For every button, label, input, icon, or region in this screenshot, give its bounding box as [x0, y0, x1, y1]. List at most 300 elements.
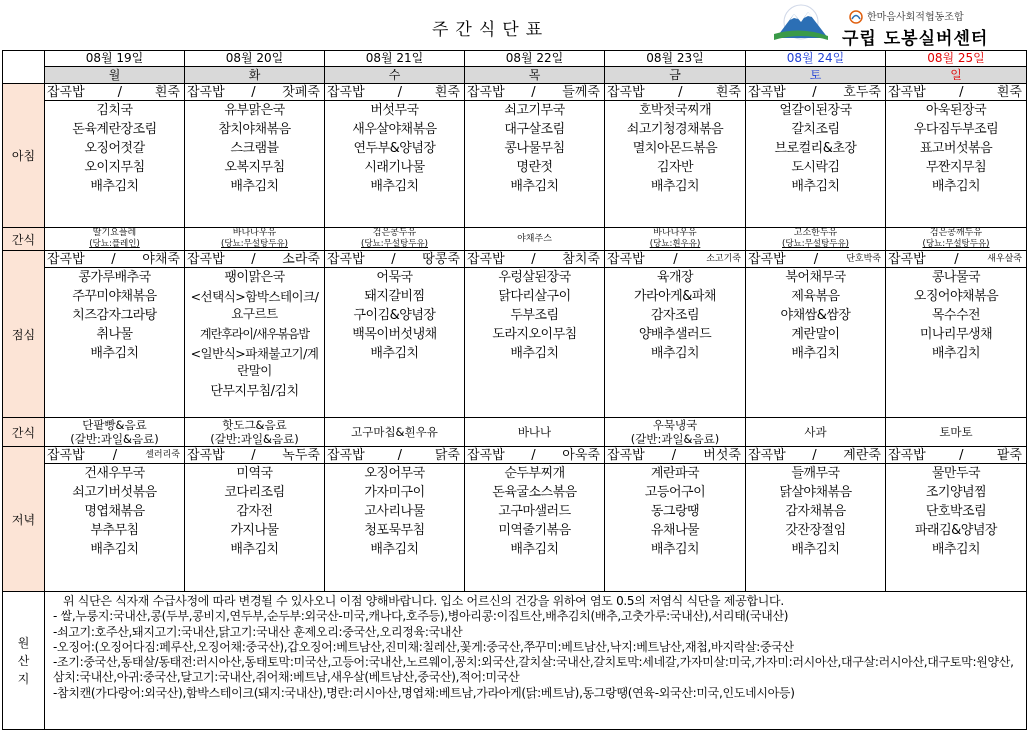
- grain-porridge-row: [605, 84, 745, 101]
- porridge-label: 단호박죽: [846, 254, 881, 264]
- dish-item: 오징어무국: [364, 466, 425, 481]
- dish-list: [45, 268, 184, 363]
- dish-item: 멸치아몬드볶음: [632, 141, 718, 156]
- snack-box: [325, 418, 464, 446]
- snack1-cell: [45, 228, 185, 251]
- dish-item: 배추김치: [510, 179, 559, 194]
- dish-item: 쇠고기무국: [504, 103, 565, 118]
- dish-item: 우다짐두부조림: [913, 122, 999, 137]
- grain-porridge-row: [185, 251, 324, 268]
- porridge-label: 흰죽: [996, 85, 1022, 100]
- dish-item: 배추김치: [370, 346, 419, 361]
- dish-list: [185, 268, 324, 401]
- grain-label: 잡곡밥: [47, 85, 85, 100]
- dish-list: [886, 268, 1026, 363]
- snack1-cell: [325, 228, 465, 251]
- date-cell: 08월 25일: [886, 51, 1027, 67]
- grain-porridge-row: [465, 84, 604, 101]
- porridge-label: 소라죽: [282, 252, 320, 267]
- origin-label-char: 원: [17, 635, 30, 650]
- grain-label: 잡곡밥: [607, 252, 645, 267]
- grain-porridge-row: [325, 251, 464, 268]
- snack-sub: (갈반:과일&음료): [630, 432, 720, 446]
- dish-list: [746, 464, 885, 559]
- snack2-cell: [325, 418, 465, 447]
- slash: /: [112, 448, 118, 463]
- snack-box: [45, 418, 184, 446]
- dish-item: 갈치조림: [791, 122, 840, 137]
- breakfast-cell: [45, 84, 185, 228]
- dish-item: 가지나물: [230, 523, 279, 538]
- dish-item: 콩나물국: [931, 270, 981, 285]
- slash: /: [959, 85, 964, 100]
- dish-list: [185, 464, 324, 559]
- dish-item: 백목이버섯냉채: [352, 327, 437, 342]
- lunch-cell: [45, 251, 185, 418]
- dish-item: 유채나물: [650, 523, 700, 538]
- snack-main: 단팥빵&음료: [82, 418, 147, 432]
- grain-porridge-row: [465, 447, 604, 464]
- dish-item: 배추김치: [230, 542, 279, 557]
- porridge-label: 흰죽: [715, 85, 741, 100]
- dish-item: 닭살야채볶음: [779, 485, 852, 500]
- dinner-cell: [605, 447, 746, 592]
- snack-box: [185, 418, 324, 446]
- snack-box: [465, 228, 604, 250]
- dish-item: 배추김치: [230, 179, 279, 194]
- grain-label: 잡곡밥: [187, 252, 225, 267]
- snack-main: 바나나: [517, 425, 552, 439]
- grain-porridge-row: [605, 447, 745, 464]
- snack-box: [45, 228, 184, 250]
- page-title: 주간식단표: [432, 20, 550, 40]
- origin-info: [45, 592, 1027, 730]
- dish-item: 양배추샐러드: [638, 327, 712, 342]
- lunch-cell: [185, 251, 325, 418]
- dish-item: 배추김치: [791, 346, 840, 361]
- dish-item: 아욱된장국: [925, 103, 987, 118]
- grain-porridge-row: [325, 84, 464, 101]
- weekday-cell: 금: [605, 67, 746, 84]
- snack1-cell: [465, 228, 605, 251]
- slash: /: [959, 448, 964, 463]
- grain-label: 잡곡밥: [47, 448, 85, 463]
- dish-item: 가라아게&파채: [634, 289, 716, 304]
- grain-label: 잡곡밥: [607, 85, 645, 100]
- snack2-cell: [185, 418, 325, 447]
- lunch-cell: [886, 251, 1027, 418]
- snack2-cell: [45, 418, 185, 447]
- dish-item: 배추김치: [510, 542, 559, 557]
- porridge-label: 잣페죽: [282, 85, 320, 100]
- grain-porridge-row: [605, 251, 745, 268]
- org-seal-icon: [848, 10, 864, 24]
- dish-item: 두부조림: [510, 308, 559, 323]
- dish-item: 참치야채볶음: [218, 122, 291, 137]
- grain-porridge-row: [746, 251, 885, 268]
- dish-list: [185, 101, 324, 196]
- snack-sub: (갈반:과일&음료): [210, 432, 299, 446]
- dish-item: 배추김치: [931, 179, 981, 194]
- dish-item: 김자반: [656, 160, 694, 175]
- snack-sub: (당뇨:무설탕두유): [922, 239, 990, 249]
- porridge-label: 닭죽: [434, 448, 460, 463]
- meal-label-snack2: 간식: [3, 418, 45, 447]
- dish-item: 고구마샐러드: [498, 504, 571, 519]
- dinner-cell: [185, 447, 325, 592]
- grain-label: 잡곡밥: [467, 85, 505, 100]
- dish-item: 북어채무국: [785, 270, 846, 285]
- dish-item: 배추김치: [931, 346, 981, 361]
- grain-label: 잡곡밥: [748, 252, 786, 267]
- dish-item: 도라지오이무침: [492, 327, 577, 342]
- origin-line: -조기:중국산,동태살/동태전:러시아산,동태토막:미국산,고등어:국내산,노르웨이,꽁치:외국산,갈치살:국내산,갈치토막:세네갈,가자미살:미국,가자미:러시아산,대구살:러시아산,대구토막:원양산,삼치:국내산,아귀:중국산,달고기:국내산,쥐어채:베트남,새우살(베트남산,중국산),적어:미국산: [53, 655, 1014, 685]
- meal-label-lunch: 점심: [3, 251, 45, 418]
- dish-item: 배추김치: [90, 346, 139, 361]
- snack-box: [886, 418, 1026, 446]
- dish-item: 미역국: [236, 466, 273, 481]
- dish-item: 치즈감자그라탕: [72, 308, 157, 323]
- dish-item: 쇠고기청경채볶음: [626, 122, 724, 137]
- dish-item: 명엽채볶음: [84, 504, 145, 519]
- dish-item: 콩나물무침: [504, 141, 565, 156]
- snack-sub: (당뇨:무설탕두유): [361, 239, 428, 249]
- dish-list: [605, 101, 745, 196]
- snack-sub: (당뇨:무설탕두유): [221, 239, 288, 249]
- grain-label: 잡곡밥: [327, 448, 365, 463]
- breakfast-cell: [886, 84, 1027, 228]
- origin-line: - 쌀,누룽지:국내산,콩(두부,콩비지,연두부,순두부:외국산-미국,캐나다,호주등),병아리콩:이집트산,배추김치(배추,고춧가루:국내산),서리태(국내산): [53, 609, 789, 624]
- dish-item: 김치국: [96, 103, 133, 118]
- dish-item: 오복지무침: [224, 160, 285, 175]
- dish-list: [886, 464, 1026, 559]
- org-subtitle-text: 한마음사회적협동조합: [867, 12, 964, 23]
- dish-item: 배추김치: [370, 179, 419, 194]
- slash: /: [251, 448, 256, 463]
- breakfast-cell: [325, 84, 465, 228]
- dish-list: [746, 268, 885, 363]
- slash: /: [813, 252, 819, 267]
- dish-item: 계란후라이/새우볶음밥: [200, 327, 309, 341]
- dinner-cell: [465, 447, 605, 592]
- porridge-label: 아욱죽: [562, 448, 600, 463]
- snack-main: 검은콩두유: [372, 228, 417, 238]
- date-cell: 08월 23일: [605, 51, 746, 67]
- dish-item: 새우살야채볶음: [352, 122, 437, 137]
- porridge-label: 흰죽: [154, 85, 180, 100]
- porridge-label: 버섯죽: [703, 448, 741, 463]
- slash: /: [812, 448, 817, 463]
- dish-item: 우렁살된장국: [498, 270, 571, 285]
- snack-main: 우묵냉국: [652, 418, 698, 432]
- breakfast-cell: [605, 84, 746, 228]
- org-name: 구립 도봉실버센터: [842, 29, 989, 49]
- grain-porridge-row: [185, 447, 324, 464]
- breakfast-cell: [465, 84, 605, 228]
- corner-cell: [3, 51, 45, 84]
- grain-label: 잡곡밥: [467, 448, 505, 463]
- dish-item: 배추김치: [90, 542, 139, 557]
- snack-main: 고구마칩&흰우유: [351, 425, 438, 439]
- snack1-cell: [746, 228, 886, 251]
- snack-sub: (당뇨:흰우유): [649, 239, 701, 249]
- dish-item: 동그랑땡: [650, 504, 700, 519]
- dish-item: 유부맑은국: [224, 103, 285, 118]
- porridge-label: 녹두죽: [282, 448, 320, 463]
- dish-item: 갓잔장절임: [785, 523, 846, 538]
- dish-item: 오징어야채볶음: [913, 289, 999, 304]
- dish-item: 순두부찌개: [504, 466, 565, 481]
- meal-label-breakfast: 아침: [3, 84, 45, 228]
- origin-line: -쇠고기:호주산,돼지고기:국내산,닭고기:국내산 훈제오리:중국산,오리정육:국내산: [53, 624, 463, 639]
- origin-line: -오징어:(오징어다짐:페루산,오징어채:중국산),갑오징어:베트남산,진미채:칠레산,꽃게:중국산,쭈꾸미:베트남산,낙지:베트남산,재첩,바지락살:중국산: [53, 639, 794, 654]
- grain-porridge-row: [746, 84, 885, 101]
- date-cell: 08월 20일: [185, 51, 325, 67]
- dish-item: 배추김치: [370, 542, 419, 557]
- snack2-cell: [746, 418, 886, 447]
- dish-list: [325, 101, 464, 196]
- dish-item: 주꾸미야채볶음: [72, 289, 157, 304]
- porridge-label: 호두죽: [843, 85, 881, 100]
- grain-porridge-row: [886, 84, 1026, 101]
- dish-item: 건새우무국: [84, 466, 145, 481]
- grain-label: 잡곡밥: [607, 448, 645, 463]
- porridge-label: 셀러리죽: [145, 450, 180, 460]
- dish-item: <선택식>함박스테이크/요구르트: [190, 289, 319, 321]
- dish-list: [746, 101, 885, 196]
- dish-item: 물만두국: [931, 466, 981, 481]
- origin-label-char: 지: [17, 671, 30, 686]
- org-subtitle: [848, 8, 964, 24]
- snack-main: 야채주스: [517, 233, 552, 244]
- slash: /: [954, 252, 959, 267]
- porridge-label: 계란죽: [843, 448, 881, 463]
- dish-list: [886, 101, 1026, 196]
- dish-list: [45, 464, 184, 559]
- date-cell: 08월 19일: [45, 51, 185, 67]
- snack2-cell: [605, 418, 746, 447]
- dish-item: 코다리조림: [224, 485, 285, 500]
- snack-box: [746, 228, 885, 250]
- dish-item: 명란젓: [516, 160, 553, 175]
- dish-list: [465, 101, 604, 196]
- slash: /: [812, 85, 817, 100]
- dish-item: 배추김치: [650, 346, 700, 361]
- dish-item: 육개장: [656, 270, 694, 285]
- dish-item: 표고버섯볶음: [919, 141, 993, 156]
- dish-item: 단무지무침/김치: [210, 384, 299, 399]
- dinner-cell: [746, 447, 886, 592]
- dish-item: 오징어젓갈: [84, 141, 145, 156]
- slash: /: [251, 252, 256, 267]
- snack-box: [886, 228, 1026, 250]
- dinner-cell: [45, 447, 185, 592]
- grain-label: 잡곡밥: [47, 252, 85, 267]
- porridge-label: 새우살죽: [987, 254, 1022, 264]
- porridge-label: 땅콩죽: [422, 252, 460, 267]
- snack1-cell: [605, 228, 746, 251]
- porridge-label: 들께죽: [562, 85, 600, 100]
- date-cell: 08월 22일: [465, 51, 605, 67]
- dish-item: 취나물: [96, 327, 133, 342]
- dish-item: 콩가루배추국: [78, 270, 151, 285]
- dish-item: 오이지무침: [84, 160, 145, 175]
- grain-porridge-row: [45, 447, 184, 464]
- grain-label: 잡곡밥: [888, 85, 926, 100]
- dish-item: 조기양념찜: [925, 485, 987, 500]
- lunch-cell: [465, 251, 605, 418]
- grain-porridge-row: [45, 84, 184, 101]
- grain-porridge-row: [886, 251, 1026, 268]
- dish-item: 돈육굴소스볶음: [492, 485, 577, 500]
- dish-item: 부추무침: [90, 523, 139, 538]
- weekly-menu-table: [2, 50, 1027, 730]
- porridge-label: 야채죽: [142, 252, 180, 267]
- dish-item: 고등어구이: [644, 485, 706, 500]
- grain-label: 잡곡밥: [888, 448, 926, 463]
- dish-item: 무짠지무침: [925, 160, 987, 175]
- dinner-cell: [325, 447, 465, 592]
- grain-label: 잡곡밥: [467, 252, 505, 267]
- dish-item: 계란말이: [791, 327, 840, 342]
- snack1-cell: [185, 228, 325, 251]
- dish-item: 야채쌈&쌈장: [780, 308, 851, 323]
- dish-item: 배추김치: [791, 179, 840, 194]
- dish-item: 들깨무국: [791, 466, 840, 481]
- grain-porridge-row: [465, 251, 604, 268]
- snack-main: 바나나우유: [653, 228, 697, 238]
- snack1-cell: [886, 228, 1027, 251]
- date-cell: 08월 24일: [746, 51, 886, 67]
- dish-item: 쇠고기버섯볶음: [72, 485, 157, 500]
- dish-list: [465, 268, 604, 363]
- snack-box: [325, 228, 464, 250]
- porridge-label: 흰죽: [434, 85, 460, 100]
- dish-item: 배추김치: [791, 542, 840, 557]
- dish-list: [605, 464, 745, 559]
- dish-item: 돈육계란장조림: [72, 122, 157, 137]
- dish-list: [45, 101, 184, 196]
- snack-main: 검은콩깨두유: [929, 228, 983, 238]
- dish-list: [325, 464, 464, 559]
- grain-label: 잡곡밥: [748, 448, 786, 463]
- dish-item: 대구살조림: [504, 122, 565, 137]
- dish-list: [605, 268, 745, 363]
- dish-item: 버섯무국: [370, 103, 419, 118]
- dish-item: 얼갈이된장국: [779, 103, 852, 118]
- mountain-logo-icon: [772, 4, 830, 46]
- porridge-label: 소고기죽: [706, 254, 741, 264]
- dish-list: [465, 464, 604, 559]
- origin-line: -참치캔(가다랑어:외국산),함박스테이크(돼지:국내산),명란:러시아산,명엽채:베트남,가라아게(닭:베트남),동그랑땡(연육-외국산:미국,인도네시아등): [53, 685, 795, 700]
- dish-item: 시래기나물: [364, 160, 425, 175]
- grain-label: 잡곡밥: [327, 252, 365, 267]
- origin-label-char: 산: [17, 653, 30, 668]
- snack2-cell: [465, 418, 605, 447]
- snack-box: [746, 418, 885, 446]
- slash: /: [397, 85, 402, 100]
- meal-label-dinner: 저녁: [3, 447, 45, 592]
- grain-porridge-row: [185, 84, 324, 101]
- dish-list: [325, 268, 464, 363]
- slash: /: [671, 448, 677, 463]
- weekday-cell: 화: [185, 67, 325, 84]
- slash: /: [391, 252, 396, 267]
- slash: /: [673, 252, 678, 267]
- dish-item: 가자미구이: [364, 485, 425, 500]
- date-cell: 08월 21일: [325, 51, 465, 67]
- dish-item: 제육볶음: [791, 289, 840, 304]
- snack-main: 핫도그&음료: [222, 418, 287, 432]
- snack-box: [605, 418, 745, 446]
- grain-porridge-row: [886, 447, 1026, 464]
- dish-item: 고사리나물: [364, 504, 425, 519]
- grain-label: 잡곡밥: [187, 448, 225, 463]
- lunch-cell: [325, 251, 465, 418]
- grain-porridge-row: [325, 447, 464, 464]
- origin-label: [3, 592, 45, 730]
- grain-porridge-row: [746, 447, 885, 464]
- snack-sub: (당뇨:플레인): [89, 239, 140, 249]
- dish-item: 단호박조림: [925, 504, 987, 519]
- dish-item: 감자조림: [650, 308, 700, 323]
- grain-porridge-row: [45, 251, 184, 268]
- dish-item: 배추김치: [90, 179, 139, 194]
- snack-main: 딸기요플레: [92, 228, 137, 238]
- dish-item: 청포묵무침: [364, 523, 425, 538]
- dinner-cell: [886, 447, 1027, 592]
- snack-sub: (당뇨:무설탕두유): [782, 239, 849, 249]
- snack-main: 토마토: [939, 425, 973, 439]
- dish-item: 목수수전: [931, 308, 981, 323]
- dish-item: 연두부&양념장: [353, 141, 436, 156]
- dish-item: 배추김치: [510, 346, 559, 361]
- meal-label-snack1: 간식: [3, 228, 45, 251]
- dish-item: 감자전: [236, 504, 273, 519]
- dish-item: 감자채볶음: [785, 504, 846, 519]
- page-header: [0, 0, 1029, 50]
- dish-item: 도시락김: [791, 160, 840, 175]
- dish-item: 스크램블: [230, 141, 279, 156]
- grain-label: 잡곡밥: [187, 85, 225, 100]
- dish-item: 파래김&양념장: [915, 523, 997, 538]
- slash: /: [251, 85, 256, 100]
- slash: /: [531, 85, 536, 100]
- snack2-cell: [886, 418, 1027, 447]
- dish-item: <일반식>파채불고기/계란말이: [190, 346, 319, 378]
- snack-sub: (갈반:과일&음료): [70, 432, 159, 446]
- porridge-label: 참치죽: [562, 252, 600, 267]
- dish-item: 브로컬리&초장: [774, 141, 857, 156]
- menu-notice: 위 식단은 식자재 수급사정에 따라 변경될 수 있사오니 이점 양해바랍니다. 입소 어르신의 건강을 위하여 염도 0.5의 저염식 식단을 제공합니다.: [63, 594, 784, 608]
- slash: /: [117, 85, 122, 100]
- dish-item: 미나리무생채: [919, 327, 993, 342]
- dish-item: 배추김치: [931, 542, 981, 557]
- dish-item: 닭다리살구이: [498, 289, 571, 304]
- snack-main: 사과: [804, 425, 827, 439]
- slash: /: [678, 85, 683, 100]
- grain-label: 잡곡밥: [748, 85, 786, 100]
- grain-label: 잡곡밥: [888, 252, 926, 267]
- porridge-label: 팥죽: [996, 448, 1022, 463]
- snack-box: [465, 418, 604, 446]
- lunch-cell: [746, 251, 886, 418]
- slash: /: [111, 252, 116, 267]
- dish-item: 배추김치: [650, 179, 700, 194]
- lunch-cell: [605, 251, 746, 418]
- dish-item: 배추김치: [650, 542, 700, 557]
- snack-main: 고소한두유: [793, 228, 838, 238]
